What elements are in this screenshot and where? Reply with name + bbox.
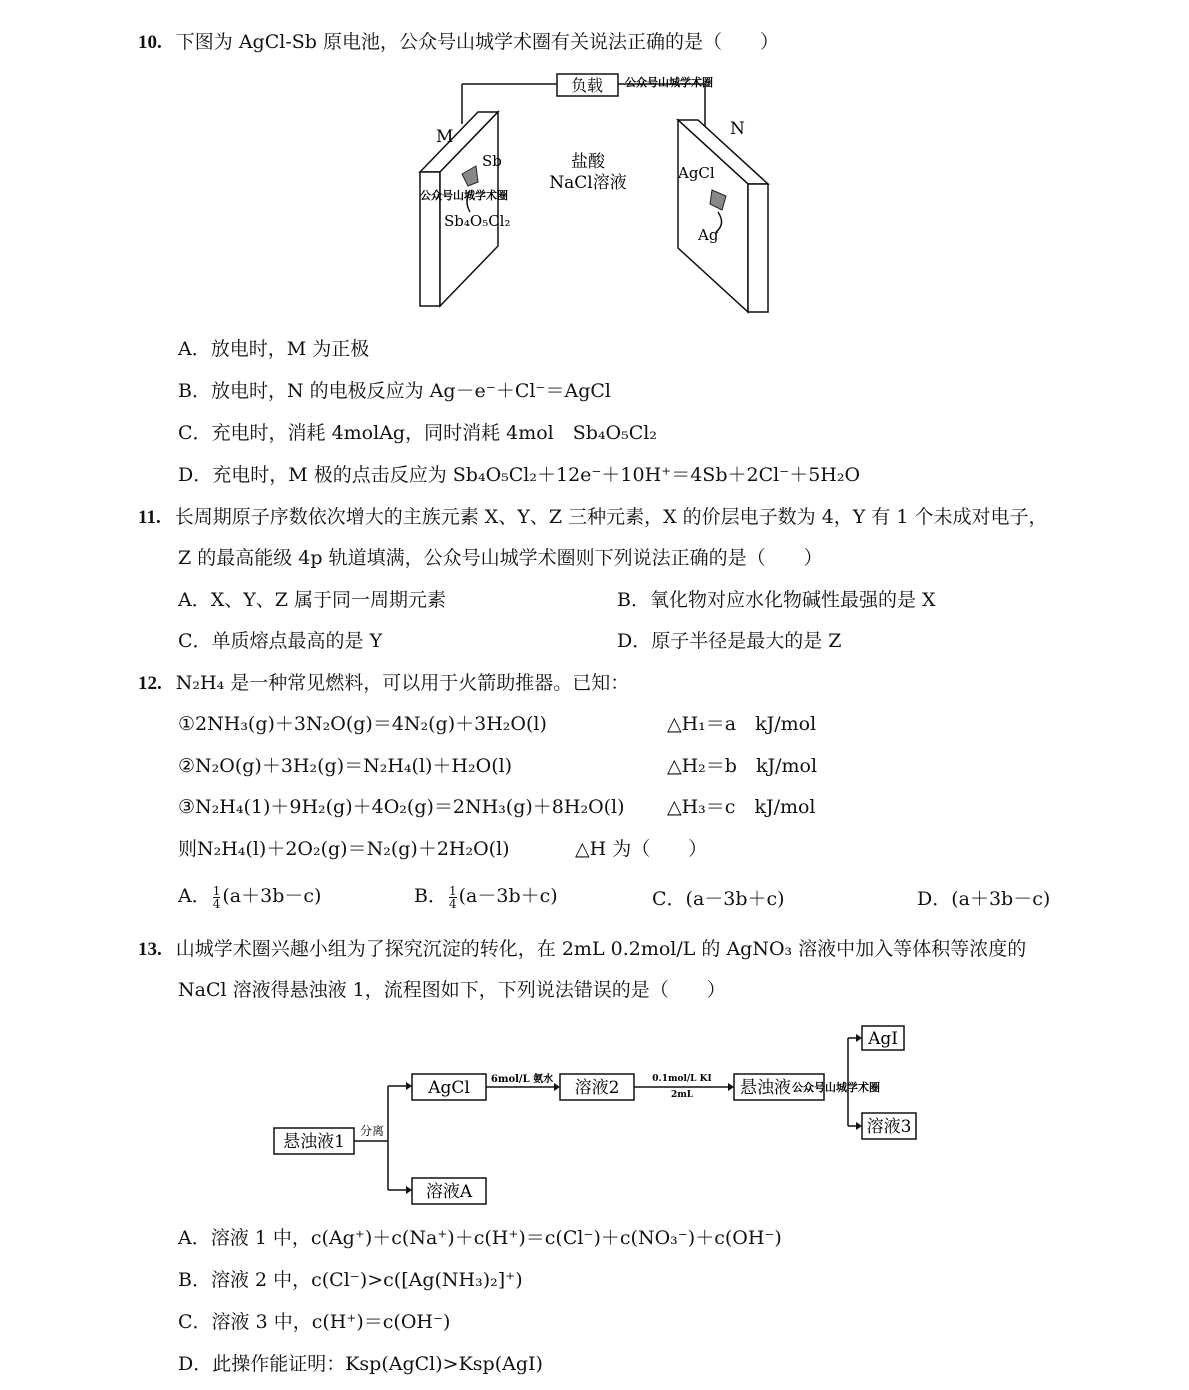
flow-solutiona: 溶液A xyxy=(425,1182,473,1202)
flow-solution2: 溶液2 xyxy=(574,1078,620,1098)
flow-suspension1: 悬浊液1 xyxy=(283,1132,345,1152)
q11-option-b: B．氧化物对应水化物碱性最强的是 X xyxy=(617,589,936,611)
q10-option-c: C．充电时，消耗 4molAg，同时消耗 4mol Sb₄O₅Cl₂ xyxy=(178,422,657,444)
label-agcl: AgCl xyxy=(678,164,715,182)
q10-battery-figure xyxy=(400,62,800,322)
q13-stem2: NaCl 溶液得悬浊液 1，流程图如下，下列说法错误的是（ ） xyxy=(178,979,726,1001)
flow-solution3: 溶液3 xyxy=(866,1117,912,1137)
q11-option-d: D．原子半径是最大的是 Z xyxy=(617,630,842,652)
q11-stem-line1 xyxy=(138,505,1048,530)
load-label: 负载 xyxy=(570,76,604,95)
watermark-1: 公众号山城学术圈 xyxy=(625,76,713,89)
q10-option-d: D．充电时，M 极的点击反应为 Sb₄O₅Cl₂＋12e⁻＋10H⁺＝4Sb＋2Cl⁻＋5H₂O xyxy=(178,464,861,486)
q12-option-a-prefix: A． xyxy=(178,885,211,907)
q12-number: 12. xyxy=(138,673,162,694)
q10-stem-line xyxy=(138,30,779,55)
q10-option-b: B．放电时，N 的电极反应为 Ag－e⁻＋Cl⁻＝AgCl xyxy=(178,380,611,402)
q11-stem1: 长周期原子序数依次增大的主族元素 X、Y、Z 三种元素，X 的价层电子数为 4，Y 有 1 个未成对电子， xyxy=(174,506,1048,528)
label-sb4o5cl2: Sb₄O₅Cl₂ xyxy=(444,212,511,230)
q13-option-d: D．此操作能证明：Ksp(AgCl)>Ksp(AgI) xyxy=(178,1353,543,1375)
q12-target-equation: 则N₂H₄(l)＋2O₂(g)＝N₂(g)＋2H₂O(l) xyxy=(178,838,510,860)
label-n: N xyxy=(730,119,745,139)
q11-stem2: Z 的最高能级 4p 轨道填满，公众号山城学术圈则下列说法正确的是（ ） xyxy=(178,547,823,569)
q12-option-b-fraction: $\frac{1}{4}$ xyxy=(448,883,457,911)
flow-ki-bottom: 2mL xyxy=(670,1090,694,1100)
q12-enthalpy-3: △H₃＝c kJ/mol xyxy=(667,796,816,818)
q11-number: 11. xyxy=(138,507,161,528)
q13-number: 13. xyxy=(138,939,162,960)
q12-option-a xyxy=(178,884,321,910)
q12-option-b-prefix: B． xyxy=(414,885,447,907)
q12-enthalpy-1: △H₁＝a kJ/mol xyxy=(667,713,817,735)
q13-flow-chart xyxy=(270,1018,930,1208)
q12-option-b-expr: (a－3b＋c) xyxy=(458,885,558,907)
flow-ki-top: 0.1mol/L KI xyxy=(652,1074,712,1084)
q13-stem1: 山城学术圈兴趣小组为了探究沉淀的转化，在 2mL 0.2mol/L 的 AgNO₃ 溶液中加入等体积等浓度的 xyxy=(175,938,1027,960)
electrolyte-nacl: NaCl溶液 xyxy=(549,173,627,193)
q13-option-a: A．溶液 1 中，c(Ag⁺)＋c(Na⁺)＋c(H⁺)＝c(Cl⁻)＋c(NO₃⁻)＋c(OH⁻) xyxy=(178,1227,782,1249)
label-m: M xyxy=(436,127,454,147)
q12-stem-line xyxy=(138,671,629,696)
q11-option-c: C．单质熔点最高的是 Y xyxy=(178,630,383,652)
q10-stem: 下图为 AgCl-Sb 原电池，公众号山城学术圈有关说法正确的是（ ） xyxy=(175,31,779,53)
label-sb: Sb xyxy=(482,152,502,170)
flow-suspension2: 悬浊液 xyxy=(740,1078,791,1098)
q10-option-a: A．放电时，M 为正极 xyxy=(178,338,370,360)
q12-equation-1: ①2NH₃(g)＋3N₂O(g)＝4N₂(g)＋3H₂O(l) xyxy=(178,713,547,735)
watermark-2: 公众号山城学术圈 xyxy=(420,189,508,202)
q12-stem: N₂H₄ 是一种常见燃料，可以用于火箭助推器。已知： xyxy=(175,672,630,694)
q10-number: 10. xyxy=(138,32,162,53)
electrolyte-hcl: 盐酸 xyxy=(571,152,605,172)
flow-separate: 分离 xyxy=(360,1124,385,1138)
q13-option-b: B．溶液 2 中，c(Cl⁻)>c([Ag(NH₃)₂]⁺) xyxy=(178,1269,523,1291)
q12-option-a-expr: (a＋3b－c) xyxy=(222,885,322,907)
q12-option-b xyxy=(414,884,558,910)
q12-option-a-fraction: $\frac{1}{4}$ xyxy=(212,883,221,911)
flow-ammonia: 6mol/L 氨水 xyxy=(490,1074,554,1085)
label-ag: Ag xyxy=(698,226,719,244)
q12-target-enthalpy: △H 为（ ） xyxy=(575,838,708,860)
q12-equation-3: ③N₂H₄(1)＋9H₂(g)＋4O₂(g)＝2NH₃(g)＋8H₂O(l) xyxy=(178,796,625,818)
q12-option-d: D．(a＋3b－c) xyxy=(917,888,1051,910)
q12-enthalpy-2: △H₂＝b kJ/mol xyxy=(667,755,818,777)
q11-option-a: A．X、Y、Z 属于同一周期元素 xyxy=(178,589,447,611)
q12-option-c: C．(a－3b＋c) xyxy=(652,888,785,910)
flow-agcl: AgCl xyxy=(428,1078,470,1098)
q13-option-c: C．溶液 3 中，c(H⁺)＝c(OH⁻) xyxy=(178,1311,451,1333)
flow-agi: AgI xyxy=(868,1029,898,1049)
q12-equation-2: ②N₂O(g)＋3H₂(g)＝N₂H₄(l)＋H₂O(l) xyxy=(178,755,513,777)
q13-stem-line1 xyxy=(138,937,1026,962)
flow-watermark: 公众号山城学术圈 xyxy=(792,1081,880,1094)
